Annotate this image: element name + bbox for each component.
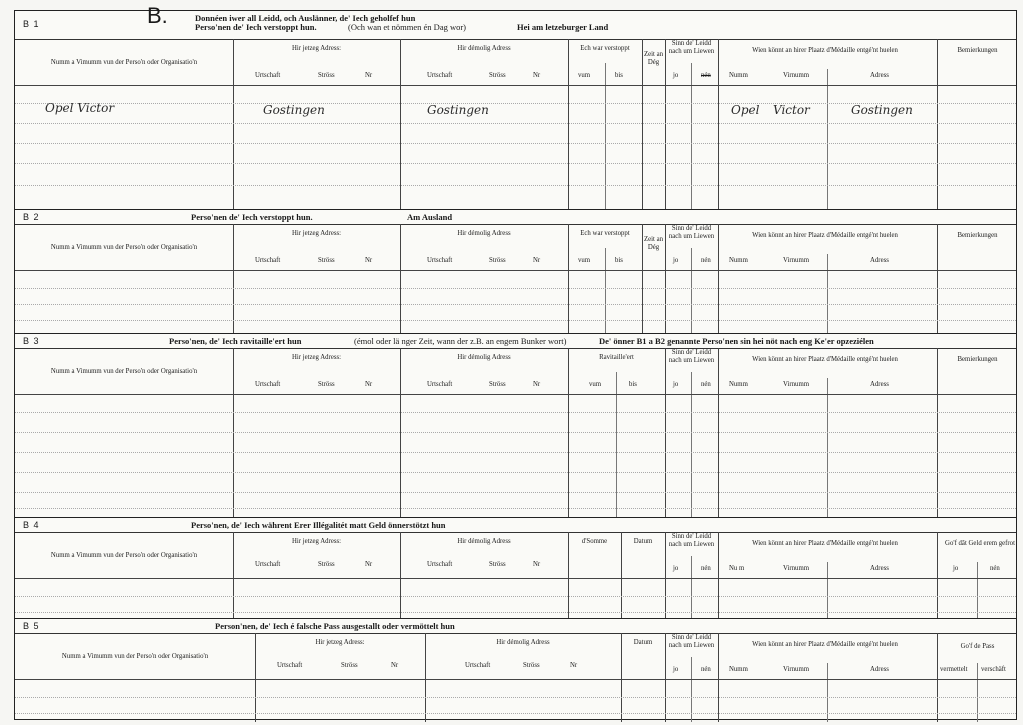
header-alive: Sinn de' Leidd nach um Liewen: [668, 40, 715, 55]
sub-nr: Nr: [533, 257, 541, 264]
header-address-old: Hir démolig Adress: [457, 45, 511, 52]
sub-stross: Ströss: [523, 662, 540, 669]
sub-vum: vum: [589, 381, 602, 388]
section-note: (émol oder lä nger Zeit, wann der z.B. an engem Bunker wort): [354, 336, 567, 346]
header-address-old: Hir démolig Adress: [457, 354, 511, 361]
header-medal: Wien könnt an hirer Plaatz d'Médaille entgé'nt huelen: [752, 356, 898, 363]
header-name: Numm a Vimumm vun der Perso'n oder Organisatio'n: [50, 244, 198, 251]
sub-adress: Adress: [870, 72, 889, 79]
section-place: Am Ausland: [407, 212, 453, 222]
header-alive: Sinn de' Leidd nach um Liewen: [668, 225, 715, 240]
header-medal: Wien könnt an hirer Plaatz d'Médaille entgé'nt huelen: [752, 641, 898, 648]
sub-virnumm: Virnumm: [783, 666, 810, 673]
sub-urtschaft: Urtschaft: [427, 257, 453, 264]
sub-numm: Numm: [729, 381, 748, 388]
sub-nen: nén: [701, 565, 711, 572]
header-name: Numm a Vimumm vun der Perso'n oder Organisatio'n: [50, 368, 198, 375]
sub-nen: nén: [990, 565, 1000, 572]
sub-adress: Adress: [870, 666, 889, 673]
sub-urtschaft: Urtschaft: [255, 561, 281, 568]
sub-numm: Numm: [729, 72, 748, 79]
section-note-2: De' önner B1 a B2 genannte Perso'nen sin hei nöt nach eng Ke'er opzeziélen: [599, 336, 874, 346]
header-remarks: Bemierkungen: [957, 356, 998, 363]
header-time: Zeit an Dég: [643, 236, 664, 251]
header-name: Numm a Vimumm vun der Perso'n oder Organisatio'n: [50, 59, 198, 66]
sub-jo: jo: [953, 565, 959, 572]
header-medal: Wien könnt an hirer Plaatz d'Médaille entgé'nt huelen: [752, 232, 898, 239]
handwritten-address-now: Gostingen: [263, 103, 325, 117]
header-somme: d'Somme: [581, 538, 608, 545]
sub-nen: nén: [701, 257, 711, 264]
header-datum: Datum: [633, 639, 653, 646]
sub-nr: Nr: [365, 72, 373, 79]
sub-adress: Adress: [870, 257, 889, 264]
sub-stross: Ströss: [489, 381, 506, 388]
header-address-old: Hir démolig Adress: [496, 639, 550, 646]
sub-numm: Numm: [729, 257, 748, 264]
header-pass: Go'f de Pass: [960, 643, 995, 650]
header-time: Zeit an Dég: [643, 51, 664, 66]
section-letter: B.: [147, 3, 168, 28]
header-address-now: Hir jetzeg Adress:: [291, 230, 342, 237]
header-alive: Sinn de' Leidd nach um Liewen: [668, 634, 715, 649]
section-id: B 3: [23, 336, 40, 346]
sub-urtschaft: Urtschaft: [427, 561, 453, 568]
header-name: Numm a Vimumm vun der Perso'n oder Organisatio'n: [61, 653, 209, 660]
handwritten-address-old: Gostingen: [427, 103, 489, 117]
sub-nr: Nr: [533, 72, 541, 79]
sub-nr: Nr: [533, 381, 541, 388]
sub-stross: Ströss: [318, 381, 335, 388]
sub-nen: nén: [701, 72, 711, 79]
sub-jo: jo: [673, 257, 679, 264]
sub-virnumm: Virnumm: [783, 381, 810, 388]
section-b1-header: [15, 3, 1016, 40]
sub-stross: Ströss: [489, 561, 506, 568]
sub-nr: Nr: [365, 257, 373, 264]
sub-stross: Ströss: [489, 72, 506, 79]
section-b4: [15, 517, 1016, 618]
section-title: Perso'nen de' Iech verstoppt hun.: [191, 212, 313, 222]
sub-jo: jo: [673, 565, 679, 572]
section-b1: [15, 3, 1016, 209]
section-place: Hei am letzeburger Land: [517, 22, 609, 32]
header-hidden: Ech war verstoppt: [580, 45, 630, 52]
handwritten-medal-firstname: Victor: [773, 103, 810, 117]
sub-nen: nén: [701, 666, 711, 673]
section-b2: [15, 209, 1016, 333]
sub-adress: Adress: [870, 381, 889, 388]
header-medal: Wien könnt an hirer Plaatz d'Médaille entgé'nt huelen: [752, 47, 898, 54]
sub-stross: Ströss: [318, 561, 335, 568]
section-subtitle: Perso'nen de' Iech verstoppt hun.: [195, 22, 317, 32]
handwritten-name: Opel Victor: [45, 101, 115, 115]
section-title: Donnéen iwer all Leidd, och Auslänner, de' Iech geholfef hun: [195, 13, 416, 23]
header-alive: Sinn de' Leidd nach um Liewen: [668, 533, 715, 548]
sub-urtschaft: Urtschaft: [427, 72, 453, 79]
section-b3-header: [15, 334, 1016, 349]
section-b2-header: [15, 210, 1016, 225]
sub-bis: bis: [629, 381, 637, 388]
sub-virnumm: Virnumm: [783, 257, 810, 264]
sub-numm: Numm: [729, 666, 748, 673]
section-b5-header: [15, 619, 1016, 634]
sub-jo: jo: [673, 381, 679, 388]
section-b4-header: [15, 518, 1016, 533]
sub-nr: Nr: [365, 381, 373, 388]
sub-bis: bis: [615, 72, 623, 79]
sub-urtschaft: Urtschaft: [277, 662, 303, 669]
form-page: [14, 3, 1017, 720]
header-address-old: Hir démolig Adress: [457, 230, 511, 237]
header-medal: Wien könnt an hirer Plaatz d'Médaille entgé'nt huelen: [752, 540, 898, 547]
header-address-now: Hir jetzeg Adress:: [291, 538, 342, 545]
sub-nr: Nr: [570, 662, 578, 669]
sub-stross: Ströss: [341, 662, 358, 669]
section-id: B 4: [23, 520, 40, 530]
header-remarks: Bemierkungen: [957, 47, 998, 54]
header-remarks: Bemierkungen: [957, 232, 998, 239]
section-id: B 5: [23, 621, 40, 631]
section-b5-table: [15, 633, 1016, 722]
header-address-now: Hir jetzeg Adress:: [291, 354, 342, 361]
header-hidden: Ech war verstoppt: [580, 230, 630, 237]
sub-numm: Nu m: [729, 565, 745, 572]
sub-stross: Ströss: [318, 72, 335, 79]
sub-virnumm: Virnumm: [783, 565, 810, 572]
sub-vum: vum: [578, 257, 591, 264]
sub-urtschaft: Urtschaft: [255, 381, 281, 388]
section-note: (Och wan et nömmen én Dag wor): [348, 22, 467, 32]
sub-urtschaft: Urtschaft: [427, 381, 453, 388]
section-b5: [15, 618, 1016, 721]
header-datum: Datum: [633, 538, 653, 545]
sub-jo: jo: [673, 666, 679, 673]
sub-virnumm: Virnumm: [783, 72, 810, 79]
sub-urtschaft: Urtschaft: [255, 72, 281, 79]
sub-stross: Ströss: [489, 257, 506, 264]
sub-adress: Adress: [870, 565, 889, 572]
sub-urtschaft: Urtschaft: [465, 662, 491, 669]
section-b4-table: [15, 532, 1016, 619]
section-id: B 2: [23, 212, 40, 222]
header-alive: Sinn de' Leidd nach um Liewen: [668, 349, 715, 364]
sub-nr: Nr: [533, 561, 541, 568]
header-name: Numm a Vimumm vun der Perso'n oder Organisatio'n: [50, 552, 198, 559]
header-address-now: Hir jetzeg Adress:: [315, 639, 365, 646]
section-title: Person'nen, de' Iech é falsche Pass ausgestallt oder vermöttelt hun: [215, 621, 455, 631]
header-ravitailleert: Ravitaille'ert: [599, 354, 634, 361]
header-money-returned: Go'f dât Geld erem gefrot: [945, 540, 1015, 547]
section-b2-table: [15, 224, 1016, 334]
sub-jo: jo: [673, 72, 679, 79]
section-title: Perso'nen, de' Iech ravitaille'ert hun: [169, 336, 302, 346]
sub-verschaft: verschäft: [981, 666, 1006, 673]
header-address-old: Hir démolig Adress: [457, 538, 511, 545]
handwritten-medal-address: Gostingen: [851, 103, 913, 117]
handwritten-medal-name: Opel: [731, 103, 760, 117]
section-title: Perso'nen, de' Iech währent Erer Illégalitét matt Geld önnerstötzt hun: [191, 520, 446, 530]
sub-vermettelt: vermettelt: [940, 666, 968, 673]
header-address-now: Hir jetzeg Adress:: [291, 45, 342, 52]
sub-urtschaft: Urtschaft: [255, 257, 281, 264]
sub-nr: Nr: [365, 561, 373, 568]
section-b3: [15, 333, 1016, 517]
section-b1-table: [15, 39, 1016, 209]
section-b3-table: [15, 348, 1016, 518]
sub-vum: vum: [578, 72, 591, 79]
sub-stross: Ströss: [318, 257, 335, 264]
section-id: B 1: [23, 19, 40, 29]
sub-bis: bis: [615, 257, 623, 264]
sub-nr: Nr: [391, 662, 399, 669]
sub-nen: nén: [701, 381, 711, 388]
